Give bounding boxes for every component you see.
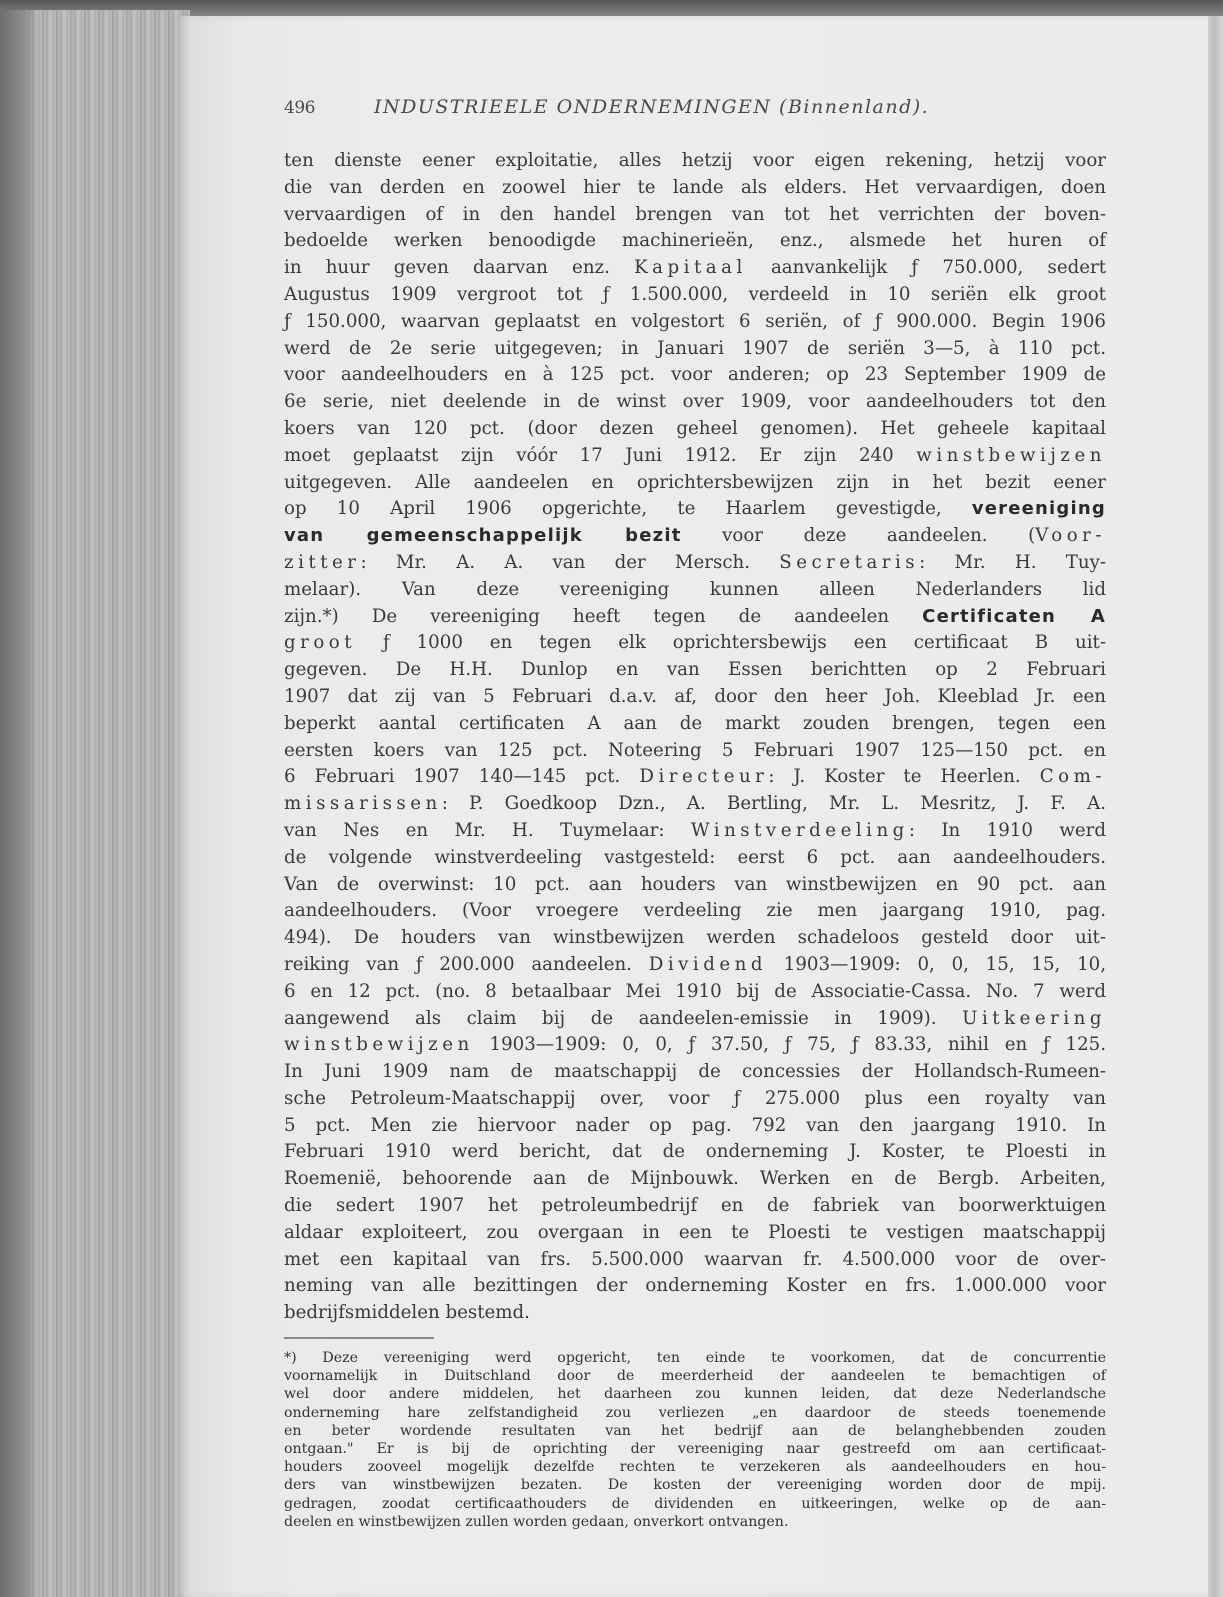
- text-run: Roemenië, behoorende aan de Mijnbouwk. Werken en de Bergb. Arbeiten,: [284, 1168, 1106, 1190]
- text-line: [284, 228, 1106, 255]
- text-run: : P. Goedkoop Dzn., A. Bertling, Mr. L. Mesritz, J. F. A.: [441, 793, 1106, 815]
- text-run: van Nes en Mr. H. Tuymelaar:: [284, 819, 691, 841]
- text-line: [284, 443, 1106, 470]
- text-line: [284, 925, 1106, 952]
- text-run: : Mr. H. Tuy-: [919, 551, 1106, 573]
- text-run: eersten koers van 125 pct. Noteering 5 Februari 1907 125—150 pct. en: [284, 739, 1106, 761]
- text-line: [284, 1086, 1106, 1113]
- text-line: [284, 496, 1106, 523]
- text-line: [284, 738, 1106, 765]
- book-right-edge: [1208, 16, 1223, 1597]
- spaced-term: Uitkeering: [962, 1007, 1106, 1029]
- spaced-term: Directeur: [639, 766, 769, 788]
- text-line: [284, 202, 1106, 229]
- text-line: [284, 550, 1106, 577]
- text-run: ten dienste eener exploitatie, alles hetzij voor eigen rekening, hetzij voor: [284, 150, 1106, 171]
- text-line: [284, 523, 1106, 550]
- spaced-term: Winstverdeeling: [690, 819, 909, 841]
- text-line: [284, 470, 1106, 497]
- text-line: [284, 362, 1106, 389]
- text-run: aldaar exploiteert, zou overgaan in een te Ploesti te vestigen maatschappij: [284, 1221, 1106, 1243]
- text-run: neming van alle bezittingen der onderneming Koster en frs. 1.000.000 voor: [284, 1275, 1106, 1297]
- text-line: [284, 952, 1106, 979]
- bold-term: vereeniging: [971, 498, 1106, 520]
- text-run: werd de 2e serie uitgegeven; in Januari 1907 de seriën 3—5, à 110 pct.: [284, 337, 1106, 359]
- footnote: [284, 1349, 1106, 1531]
- spaced-term: Voor-: [1035, 525, 1106, 547]
- body-text: [284, 148, 1106, 1327]
- bold-term: Certificaten A: [922, 605, 1106, 627]
- text-run: zijn.*) De vereeniging heeft tegen de aandeelen: [284, 605, 923, 627]
- footnote-line: en beter wordende resultaten van het bedrijf aan de belanghebbenden zouden: [284, 1422, 1106, 1439]
- text-run: bedoelde werken benoodigde machinerieën, enz., alsmede het huren of: [284, 230, 1106, 252]
- text-line: [284, 1032, 1106, 1059]
- text-run: 1907 dat zij van 5 Februari d.a.v. af, door den heer Joh. Kleeblad Jr. een: [284, 685, 1106, 707]
- spaced-term: Dividend: [648, 953, 768, 975]
- text-line: [284, 764, 1106, 791]
- footnote-line: *) Deze vereeniging werd opgericht, ten einde te voorkomen, dat de concurrentie: [284, 1350, 1106, 1367]
- text-line: [284, 1220, 1106, 1247]
- text-run: met een kapitaal van frs. 5.500.000 waarvan fr. 4.500.000 voor de over-: [284, 1248, 1106, 1270]
- text-line: [284, 255, 1106, 282]
- text-line: [284, 1300, 1106, 1327]
- text-run: : Mr. A. A. van der Mersch.: [360, 551, 780, 573]
- text-run: bedrijfsmiddelen bestemd.: [284, 1302, 530, 1324]
- text-line: [284, 148, 1106, 175]
- footnote-line: ontgaan." Er is bij de oprichting der vereeniging naar gestreefd om aan certificaat-: [284, 1441, 1106, 1457]
- text-line: [284, 309, 1106, 336]
- text-line: [284, 711, 1106, 738]
- text-run: in huur geven daarvan enz.: [284, 257, 635, 279]
- spaced-term: winstbewijzen: [284, 1034, 474, 1056]
- text-run: 6 Februari 1907 140—145 pct.: [284, 766, 640, 788]
- footnote-line: onderneming hare zelfstandigheid zou verliezen „en daardoor de steeds toenemende: [284, 1404, 1106, 1421]
- text-run: 5 pct. Men zie hiervoor nader op pag. 792 van den jaargang 1910. In: [284, 1114, 1106, 1136]
- text-run: melaar). Van deze vereeniging kunnen alleen Nederlanders lid: [284, 578, 1106, 600]
- bold-term: van gemeenschappelijk bezit: [284, 525, 682, 547]
- text-run: koers van 120 pct. (door dezen geheel genomen). Het geheele kapitaal: [284, 417, 1106, 439]
- text-run: voor aandeelhouders en à 125 pct. voor anderen; op 23 September 1909 de: [284, 364, 1106, 386]
- text-line: [284, 389, 1106, 416]
- text-line: [284, 1193, 1106, 1220]
- text-line: [284, 1139, 1106, 1166]
- text-run: moet geplaatst zijn vóór 17 Juni 1912. Er zijn 240: [284, 444, 917, 466]
- text-run: de volgende winstverdeeling vastgesteld: eerst 6 pct. aan aandeelhouders.: [284, 846, 1106, 868]
- text-run: Februari 1910 werd bericht, dat de onderneming J. Koster, te Ploesti in: [284, 1141, 1106, 1163]
- text-line: [284, 416, 1106, 443]
- text-run: Augustus 1909 vergroot tot ƒ 1.500.000, verdeeld in 10 seriën elk groot: [284, 283, 1106, 305]
- text-run: uitgegeven. Alle aandeelen en oprichtersbewijzen zijn in het bezit eener: [284, 471, 1106, 493]
- text-run: : In 1910 werd: [908, 819, 1106, 841]
- text-line: [284, 684, 1106, 711]
- text-run: vervaardigen of in den handel brengen van tot het verrichten der boven-: [284, 203, 1106, 225]
- text-line: [284, 845, 1106, 872]
- text-line: [284, 604, 1106, 631]
- footnote-line: wel door andere middelen, het daarheen zou kunnen leiden, dat deze Nederlandsche: [284, 1386, 1106, 1403]
- text-run: die sedert 1907 het petroleumbedrijf en de fabriek van boorwerktuigen: [284, 1195, 1106, 1217]
- footnote-separator: [284, 1337, 434, 1339]
- text-line: [284, 1273, 1106, 1300]
- text-run: 6e serie, niet deelende in de winst over 1909, voor aandeelhouders tot den: [284, 391, 1106, 413]
- text-line: [284, 1113, 1106, 1140]
- text-run: : J. Koster te Heerlen.: [768, 766, 1040, 788]
- text-line: [284, 1166, 1106, 1193]
- text-run: ƒ 1000 en tegen elk oprichtersbewijs een certificaat B uit-: [356, 632, 1106, 654]
- text-run: aanvankelijk ƒ 750.000, sedert: [746, 257, 1106, 279]
- text-run: 6 en 12 pct. (no. 8 betaalbaar Mei 1910 bij de Associatie-Cassa. No. 7 werd: [284, 980, 1106, 1002]
- text-run: 1903—1909: 0, 0, ƒ 37.50, ƒ 75, ƒ 83.33, nihil en ƒ 125.: [473, 1034, 1106, 1056]
- text-line: [284, 872, 1106, 899]
- text-run: sche Petroleum-Maatschappij over, voor ƒ 275.000 plus een royalty van: [284, 1087, 1106, 1109]
- footnote-line: houders zooveel mogelijk dezelfde rechten te verzekeren als aandeelhouders en hou-: [284, 1459, 1106, 1476]
- text-line: [284, 791, 1106, 818]
- spaced-term: groot: [284, 632, 357, 654]
- text-run: reiking van ƒ 200.000 aandeelen.: [284, 953, 649, 975]
- text-run: In Juni 1909 nam de maatschappij de concessies der Hollandsch-Rumeen-: [284, 1061, 1106, 1083]
- spaced-term: Secretaris: [779, 551, 920, 573]
- text-line: [284, 1247, 1106, 1274]
- text-line: [284, 818, 1106, 845]
- spaced-term: winstbewijzen: [916, 444, 1106, 466]
- text-run: beperkt aantal certificaten A aan de markt zouden brengen, tegen een: [284, 712, 1106, 734]
- text-run: 1903—1909: 0, 0, 15, 15, 10,: [767, 953, 1106, 975]
- footnote-line: deelen en winstbewijzen zullen worden gedaan, onverkort ontvangen.: [284, 1513, 789, 1530]
- text-run: Van de overwinst: 10 pct. aan houders van winstbewijzen en 90 pct. aan: [284, 873, 1106, 895]
- text-run: voor deze aandeelen. (: [681, 525, 1036, 547]
- spaced-term: missarissen: [284, 793, 442, 815]
- text-run: op 10 April 1906 opgerichte, te Haarlem gevestigde,: [284, 498, 972, 520]
- spaced-term: Com-: [1039, 766, 1106, 788]
- text-line: [284, 1059, 1106, 1086]
- text-line: [284, 282, 1106, 309]
- spaced-term: zitter: [284, 551, 361, 573]
- spaced-term: Kapitaal: [634, 257, 747, 279]
- page-content: [284, 96, 1106, 1531]
- text-run: aangewend als claim bij de aandeelen-emissie in 1909).: [284, 1007, 963, 1029]
- footnote-line: voornamelijk in Duitschland door de meerderheid der aandeelen te bemachtigen of: [284, 1368, 1106, 1385]
- page-number: 496: [284, 98, 315, 118]
- text-line: [284, 1006, 1106, 1033]
- text-run: ƒ 150.000, waarvan geplaatst en volgestort 6 seriën, of ƒ 900.000. Begin 1906: [284, 310, 1106, 332]
- text-run: aandeelhouders. (Voor vroegere verdeeling zie men jaargang 1910, pag.: [284, 900, 1106, 922]
- text-run: gegeven. De H.H. Dunlop en van Essen berichtten op 2 Februari: [284, 659, 1106, 681]
- text-line: [284, 979, 1106, 1006]
- footnote-line: ders van winstbewijzen bezaten. De kosten der vereeniging worden door de mpij.: [284, 1477, 1106, 1494]
- text-line: [284, 336, 1106, 363]
- text-line: [284, 175, 1106, 202]
- text-run: 494). De houders van winstbewijzen werden schadeloos gesteld door uit-: [284, 927, 1106, 949]
- text-line: [284, 577, 1106, 604]
- book-page-stack: [0, 10, 190, 1597]
- footnote-line: gedragen, zoodat certificaathouders de dividenden en uitkeeringen, welke op de aan-: [284, 1495, 1106, 1512]
- running-head: [284, 96, 1106, 136]
- text-line: [284, 898, 1106, 925]
- running-head-title: INDUSTRIEELE ONDERNEMINGEN (Binnenland).: [374, 96, 930, 118]
- text-run: die van derden en zoowel hier te lande als elders. Het vervaardigen, doen: [284, 176, 1106, 198]
- text-line: [284, 630, 1106, 657]
- text-line: [284, 657, 1106, 684]
